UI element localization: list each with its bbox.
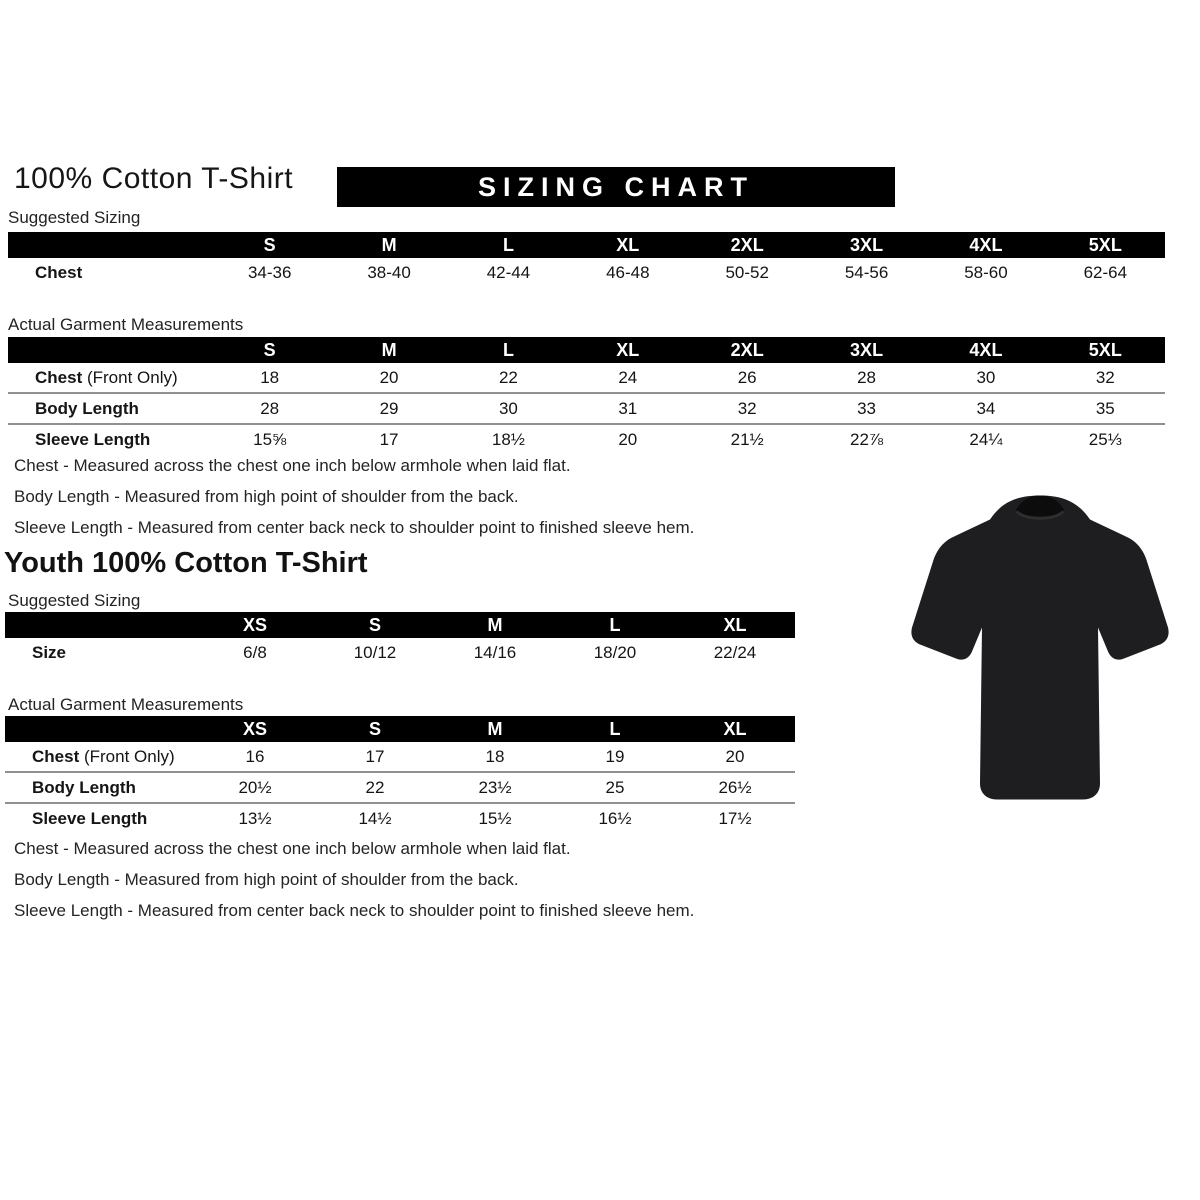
measurement-row	[8, 424, 1165, 454]
size-column-header: 5XL	[1046, 337, 1165, 363]
measurement-cell: 20½	[238, 777, 272, 797]
size-column-header: M	[435, 716, 555, 742]
size-column-header: L	[449, 337, 568, 363]
youth-actual-measurements-table	[5, 716, 795, 833]
note-chest: Chest - Measured across the chest one inch below armhole when laid flat.	[14, 839, 571, 858]
measurement-cell: 10/12	[353, 642, 397, 662]
measurement-row	[8, 393, 1165, 424]
measurement-cell: 17½	[718, 808, 752, 828]
measurement-row	[5, 772, 795, 803]
measurement-cell: 23½	[478, 777, 512, 797]
measurement-cell: 42-44	[486, 262, 531, 282]
measurement-cell: 22	[365, 777, 385, 797]
measurement-cell: 17	[365, 746, 385, 766]
size-column-header: M	[329, 337, 448, 363]
size-column-header: XS	[195, 716, 315, 742]
adult-suggested-table-grid	[8, 232, 1165, 287]
measurement-cell: 21½	[730, 429, 764, 449]
measurement-cell: 20	[618, 429, 638, 449]
note-body-length: Body Length - Measured from high point of shoulder from the back.	[14, 870, 519, 889]
corner-cell	[8, 337, 210, 363]
youth-suggested-sizing-label: Suggested Sizing	[8, 591, 141, 610]
youth-suggested-table-grid	[5, 612, 795, 667]
size-column-header: S	[210, 232, 329, 258]
measurement-row	[5, 803, 795, 833]
size-column-header: 5XL	[1046, 232, 1165, 258]
measurement-cell: 18	[485, 746, 505, 766]
adult-product-title: 100% Cotton T-Shirt	[14, 162, 294, 195]
size-column-header: S	[210, 337, 329, 363]
note-body-length: Body Length - Measured from high point of shoulder from the back.	[14, 487, 519, 506]
size-column-header: L	[555, 612, 675, 638]
size-column-header: M	[329, 232, 448, 258]
measurement-cell: 30	[498, 398, 518, 418]
tshirt-svg	[890, 485, 1190, 810]
measurement-cell: 17	[379, 429, 399, 449]
size-column-header: S	[315, 716, 435, 742]
size-column-header: L	[555, 716, 675, 742]
measurement-cell: 26½	[718, 777, 752, 797]
adult-actual-measurements-table	[8, 337, 1165, 454]
size-column-header: L	[449, 232, 568, 258]
measurement-cell: 30	[976, 367, 996, 387]
measurement-cell: 18	[260, 367, 280, 387]
measurement-cell: 33	[857, 398, 877, 418]
size-column-header: S	[315, 612, 435, 638]
row-label: Sleeve Length	[35, 429, 151, 449]
measurement-cell: 35	[1095, 398, 1115, 418]
measurement-row	[5, 742, 795, 772]
size-column-header: 4XL	[926, 232, 1045, 258]
row-label: Body Length	[35, 398, 139, 418]
measurement-cell: 22/24	[713, 642, 757, 662]
note-sleeve-length: Sleeve Length - Measured from center back neck to shoulder point to finished sleeve hem.	[14, 901, 695, 920]
measurement-cell: 28	[260, 398, 280, 418]
measurement-cell: 58-60	[964, 262, 1008, 282]
size-header-row	[8, 232, 1165, 258]
size-column-header: 3XL	[807, 232, 926, 258]
adult-actual-measurements-label: Actual Garment Measurements	[8, 315, 244, 334]
black-tshirt-image	[890, 485, 1190, 810]
note-sleeve-length: Sleeve Length - Measured from center back neck to shoulder point to finished sleeve hem.	[14, 518, 695, 537]
measurement-cell: 14½	[358, 808, 392, 828]
measurement-cell: 22	[498, 367, 518, 387]
measurement-cell: 6/8	[243, 642, 267, 662]
corner-cell	[8, 232, 210, 258]
measurement-cell: 38-40	[367, 262, 411, 282]
size-column-header: XL	[675, 716, 795, 742]
measurement-row	[8, 258, 1165, 287]
youth-product-title: Youth 100% Cotton T-Shirt	[4, 547, 368, 579]
measurement-cell: 16½	[598, 808, 632, 828]
size-header-row	[8, 337, 1165, 363]
measurement-cell: 24¼	[969, 429, 1003, 449]
measurement-cell: 16	[245, 746, 265, 766]
corner-cell	[5, 716, 195, 742]
note-chest: Chest - Measured across the chest one inch below armhole when laid flat.	[14, 456, 571, 475]
sizing-chart-banner-text: SIZING CHART	[478, 171, 754, 202]
measurement-cell: 22⅞	[850, 429, 884, 449]
measurement-cell: 13½	[238, 808, 272, 828]
adult-suggested-sizing-label: Suggested Sizing	[8, 208, 141, 227]
adult-suggested-sizing-table	[8, 232, 1165, 287]
measurement-cell: 54-56	[844, 262, 889, 282]
measurement-cell: 32	[1095, 367, 1115, 387]
row-label: Size	[32, 642, 67, 662]
size-column-header: 4XL	[926, 337, 1045, 363]
youth-suggested-sizing-table	[5, 612, 795, 667]
row-label: Sleeve Length	[32, 808, 148, 828]
youth-measurement-notes	[14, 840, 694, 933]
measurement-cell: 26	[737, 367, 757, 387]
youth-actual-measurements-label: Actual Garment Measurements	[8, 695, 244, 714]
measurement-row	[8, 363, 1165, 393]
measurement-cell: 15½	[478, 808, 512, 828]
size-column-header: XL	[568, 232, 687, 258]
youth-actual-table-grid	[5, 716, 795, 833]
measurement-cell: 24	[618, 367, 638, 387]
measurement-cell: 18/20	[593, 642, 637, 662]
adult-actual-table-grid	[8, 337, 1165, 454]
measurement-cell: 14/16	[473, 642, 517, 662]
measurement-cell: 18½	[491, 429, 525, 449]
row-label: Chest (Front Only)	[32, 746, 175, 766]
measurement-cell: 20	[379, 367, 399, 387]
row-label: Chest	[35, 262, 83, 282]
size-header-row	[5, 716, 795, 742]
measurement-cell: 31	[618, 398, 638, 418]
measurement-cell: 34-36	[247, 262, 292, 282]
measurement-cell: 29	[379, 398, 399, 418]
measurement-cell: 20	[725, 746, 745, 766]
row-label: Chest (Front Only)	[35, 367, 178, 387]
row-label: Body Length	[32, 777, 136, 797]
size-column-header: 2XL	[688, 337, 807, 363]
measurement-cell: 46-48	[606, 262, 650, 282]
size-column-header: 2XL	[688, 232, 807, 258]
size-column-header: XL	[568, 337, 687, 363]
adult-measurement-notes	[14, 457, 694, 550]
measurement-cell: 32	[737, 398, 757, 418]
measurement-cell: 25	[605, 777, 625, 797]
size-column-header: XS	[195, 612, 315, 638]
corner-cell	[5, 612, 195, 638]
measurement-row	[5, 638, 795, 667]
size-column-header: M	[435, 612, 555, 638]
measurement-cell: 19	[605, 746, 625, 766]
measurement-cell: 62-64	[1083, 262, 1128, 282]
sizing-chart-banner	[337, 167, 895, 207]
size-column-header: XL	[675, 612, 795, 638]
measurement-cell: 50-52	[725, 262, 769, 282]
measurement-cell: 28	[857, 367, 877, 387]
size-header-row	[5, 612, 795, 638]
measurement-cell: 25⅓	[1088, 429, 1122, 449]
measurement-cell: 15⅝	[253, 429, 287, 449]
size-column-header: 3XL	[807, 337, 926, 363]
measurement-cell: 34	[976, 398, 996, 418]
